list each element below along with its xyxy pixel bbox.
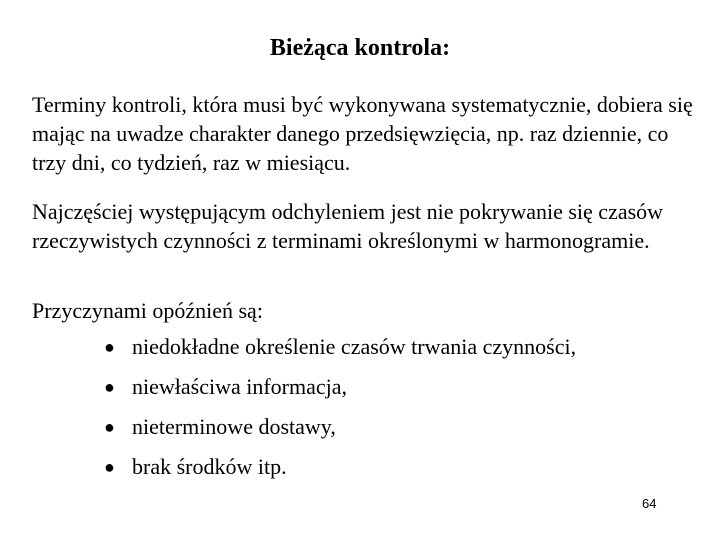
- paragraph-delay-causes: Przyczynami opóźnień są:: [32, 298, 263, 323]
- list-item: [104, 370, 576, 410]
- bullet-icon: ●: [104, 417, 115, 437]
- list-item-text: nieterminowe dostawy,: [132, 414, 336, 439]
- page-number: 64: [642, 496, 657, 511]
- bullet-icon: ●: [104, 377, 115, 397]
- bullet-icon: ●: [104, 337, 115, 357]
- list-item: [104, 450, 576, 490]
- paragraph-control-terms: Terminy kontroli, która musi być wykonywana systematycznie, dobiera się mając na uwadze charakter danego przedsięwzięcia, np. raz dziennie, co trzy dni, co tydzień, raz w miesiącu.: [32, 92, 693, 175]
- list-item: [104, 330, 576, 370]
- list-item: [104, 410, 576, 450]
- list-item-text: niedokładne określenie czasów trwania czynności,: [132, 334, 577, 359]
- delay-causes-list: [104, 330, 576, 490]
- bullet-icon: ●: [104, 457, 115, 477]
- list-item-text: niewłaściwa informacja,: [132, 374, 348, 399]
- slide-title: Bieżąca kontrola:: [269, 35, 451, 61]
- paragraph-deviation: Najczęściej występującym odchyleniem jest nie pokrywanie się czasów rzeczywistych czynności z terminami określonymi w harmonogramie.: [32, 199, 664, 253]
- list-item-text: brak środków itp.: [132, 454, 287, 479]
